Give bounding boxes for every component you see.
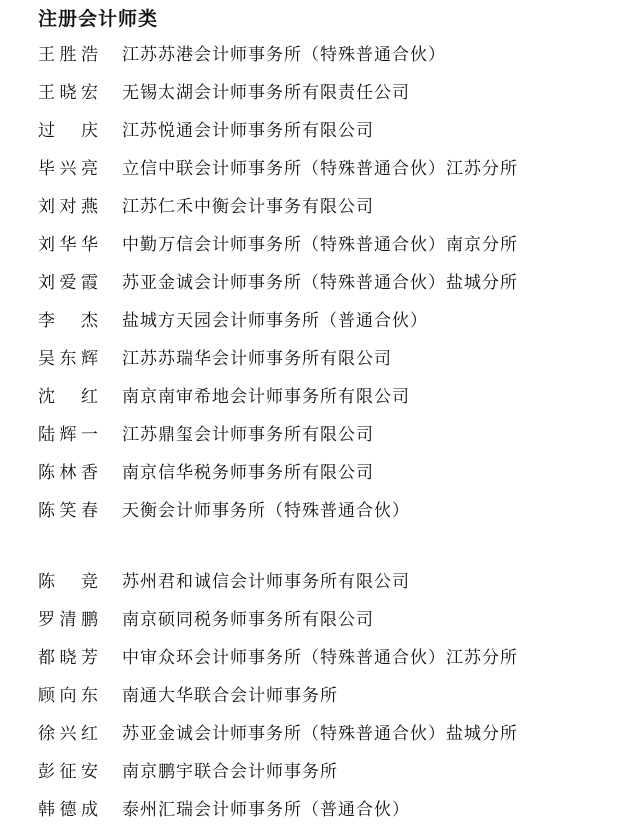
person-name: 过 庆	[38, 121, 98, 141]
person-name: 王胜浩	[38, 45, 98, 65]
firm-name: 中勤万信会计师事务所（特殊普通合伙）南京分所	[122, 235, 518, 255]
person-name: 徐兴红	[38, 724, 98, 744]
firm-name: 苏州君和诚信会计师事务所有限公司	[122, 572, 410, 592]
firm-name: 南通大华联合会计师事务所	[122, 686, 338, 706]
person-name: 沈 红	[38, 387, 98, 407]
person-name: 陈 竞	[38, 572, 98, 592]
firm-name: 立信中联会计师事务所（特殊普通合伙）江苏分所	[122, 159, 518, 179]
person-name: 陈林香	[38, 463, 98, 483]
person-name: 韩德成	[38, 800, 98, 820]
page-title: 注册会计师类	[38, 8, 159, 30]
person-name: 刘对燕	[38, 197, 98, 217]
firm-name: 无锡太湖会计师事务所有限责任公司	[122, 83, 410, 103]
person-name: 刘华华	[38, 235, 98, 255]
firm-name: 南京硕同税务师事务所有限公司	[122, 610, 374, 630]
person-name: 毕兴亮	[38, 159, 98, 179]
person-name: 李 杰	[38, 311, 98, 331]
firm-name: 泰州汇瑞会计师事务所（普通合伙）	[122, 800, 410, 820]
person-name: 罗清鹏	[38, 610, 98, 630]
person-name: 吴东辉	[38, 349, 98, 369]
person-name: 顾向东	[38, 686, 98, 706]
person-name: 陈笑春	[38, 501, 98, 521]
firm-name: 江苏仁禾中衡会计事务有限公司	[122, 197, 374, 217]
firm-name: 南京信华税务师事务所有限公司	[122, 463, 374, 483]
person-name: 陆辉一	[38, 425, 98, 445]
person-name: 都晓芳	[38, 648, 98, 668]
firm-name: 天衡会计师事务所（特殊普通合伙）	[122, 501, 410, 521]
firm-name: 盐城方天园会计师事务所（普通合伙）	[122, 311, 428, 331]
firm-name: 南京鹏宇联合会计师事务所	[122, 762, 338, 782]
firm-name: 南京南审希地会计师事务所有限公司	[122, 387, 410, 407]
firm-name: 江苏苏瑞华会计师事务所有限公司	[122, 349, 392, 369]
firm-name: 苏亚金诚会计师事务所（特殊普通合伙）盐城分所	[122, 724, 518, 744]
person-name: 刘爱霞	[38, 273, 98, 293]
firm-name: 江苏鼎玺会计师事务所有限公司	[122, 425, 374, 445]
firm-name: 中审众环会计师事务所（特殊普通合伙）江苏分所	[122, 648, 518, 668]
firm-name: 江苏苏港会计师事务所（特殊普通合伙）	[122, 45, 446, 65]
person-name: 王晓宏	[38, 83, 98, 103]
person-name: 彭征安	[38, 762, 98, 782]
firm-name: 苏亚金诚会计师事务所（特殊普通合伙）盐城分所	[122, 273, 518, 293]
firm-name: 江苏悦通会计师事务所有限公司	[122, 121, 374, 141]
